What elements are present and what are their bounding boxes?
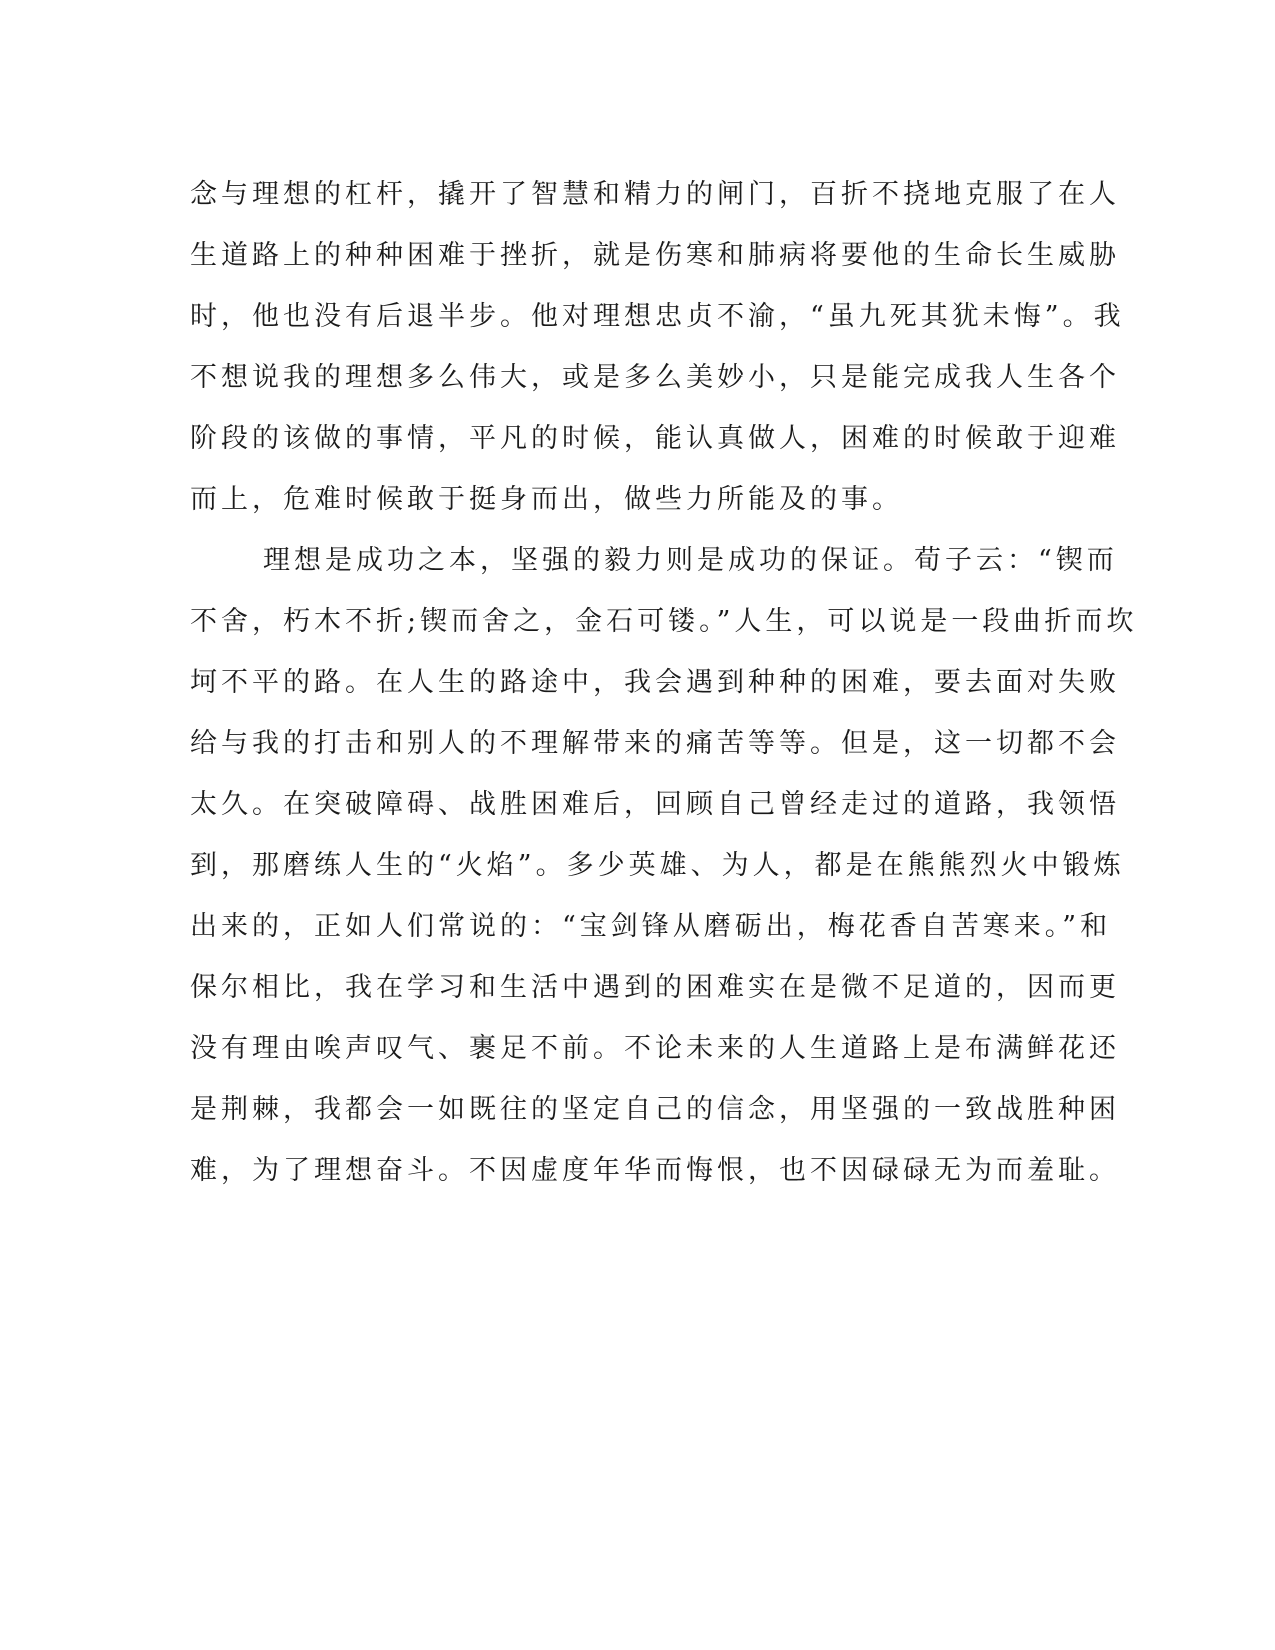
- text-line: 出来的，正如人们常说的：“宝剑锋从磨砺出，梅花香自苦寒来。”和: [190, 911, 1112, 942]
- text-line: 理想是成功之本，坚强的毅力则是成功的保证。荀子云：“锲而: [263, 545, 1118, 576]
- text-line: 不想说我的理想多么伟大，或是多么美妙小，只是能完成我人生各个: [190, 362, 1120, 393]
- text-line: 而上，危难时候敢于挺身而出，做些力所能及的事。: [190, 484, 903, 515]
- text-line: 难，为了理想奋斗。不因虚度年华而悔恨，也不因碌碌无为而羞耻。: [190, 1155, 1120, 1186]
- text-line: 生道路上的种种困难于挫折，就是伤寒和肺病将要他的生命长生威胁: [190, 240, 1120, 271]
- text-line: 念与理想的杠杆，撬开了智慧和精力的闸门，百折不挠地克服了在人: [190, 179, 1120, 210]
- text-line: 不舍，朽木不折;锲而舍之，金石可镂。”人生，可以说是一段曲折而坎: [190, 606, 1138, 637]
- text-line: 坷不平的路。在人生的路途中，我会遇到种种的困难，要去面对失败: [190, 667, 1120, 698]
- essay-body: [190, 164, 1138, 1201]
- text-line: 没有理由唉声叹气、裹足不前。不论未来的人生道路上是布满鲜花还: [190, 1033, 1120, 1064]
- text-line: 阶段的该做的事情，平凡的时候，能认真做人，困难的时候敢于迎难: [190, 423, 1120, 454]
- text-line: 保尔相比，我在学习和生活中遇到的困难实在是微不足道的，因而更: [190, 972, 1120, 1003]
- text-line: 给与我的打击和别人的不理解带来的痛苦等等。但是，这一切都不会: [190, 728, 1120, 759]
- text-line: 时，他也没有后退半步。他对理想忠贞不渝，“虽九死其犹未悔”。我: [190, 301, 1125, 332]
- paragraph-1: [190, 164, 1125, 530]
- text-line: 到，那磨练人生的“火焰”。多少英雄、为人，都是在熊熊烈火中锻炼: [190, 850, 1125, 881]
- text-line: 是荆棘，我都会一如既往的坚定自己的信念，用坚强的一致战胜种困: [190, 1094, 1120, 1125]
- text-line: 太久。在突破障碍、战胜困难后，回顾自己曾经走过的道路，我领悟: [190, 789, 1120, 820]
- paragraph-2: [190, 530, 1138, 1201]
